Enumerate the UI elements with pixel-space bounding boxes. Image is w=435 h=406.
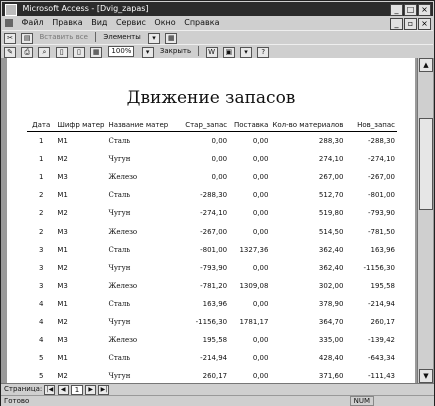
cell-material-name: Чугун xyxy=(108,317,131,326)
cell-date: 3 xyxy=(38,281,44,290)
cell-material-code: М1 xyxy=(57,191,68,200)
copy-icon[interactable]: ▤ xyxy=(21,33,33,44)
cell-supply: 0,00 xyxy=(252,263,269,272)
cell-material-name: Чугун xyxy=(108,372,131,381)
cell-quantity: 512,70 xyxy=(318,191,344,200)
one-page-icon[interactable]: ▯ xyxy=(56,47,68,58)
cell-old-stock: -801,00 xyxy=(200,245,228,254)
column-header-code: Шифр матер xyxy=(55,120,106,132)
maximize-button[interactable]: □ xyxy=(404,4,417,16)
menu-window[interactable]: Окно xyxy=(154,18,176,27)
cell-new-stock: -781,50 xyxy=(367,227,395,236)
cell-material-code: М1 xyxy=(57,299,68,308)
cell-material-name: Сталь xyxy=(108,191,131,200)
cell-new-stock: -801,00 xyxy=(367,191,395,200)
column-header-old-stock: Стар_запас xyxy=(174,120,230,132)
cell-new-stock: -1156,30 xyxy=(363,263,395,272)
cell-quantity: 274,10 xyxy=(318,155,344,164)
insert-all-button[interactable]: Вставить все xyxy=(39,33,88,41)
toolbar-preview xyxy=(2,44,433,59)
cell-supply: 1309,08 xyxy=(239,281,269,290)
table-row xyxy=(27,295,397,313)
cell-material-code: М2 xyxy=(57,155,68,164)
cell-material-code: М3 xyxy=(57,336,68,345)
cell-new-stock: -793,90 xyxy=(367,209,395,218)
cell-supply: 0,00 xyxy=(252,209,269,218)
cell-old-stock: -274,10 xyxy=(200,209,228,218)
cut-icon[interactable]: ✂ xyxy=(4,33,16,44)
page-number-field[interactable]: 1 xyxy=(71,385,83,395)
table-row xyxy=(27,168,397,186)
last-page-icon[interactable]: ▶| xyxy=(98,385,109,395)
cell-supply: 0,00 xyxy=(252,173,269,182)
cell-date: 1 xyxy=(38,173,44,182)
access-app-icon xyxy=(5,4,17,16)
cell-material-name: Сталь xyxy=(108,299,131,308)
cell-material-code: М3 xyxy=(57,227,68,236)
elements-dropdown[interactable]: Элементы xyxy=(103,33,141,41)
cell-date: 3 xyxy=(38,245,44,254)
database-window-icon[interactable]: ▣ xyxy=(223,47,235,58)
menu-file[interactable]: Файл xyxy=(21,18,44,27)
cell-date: 2 xyxy=(38,209,44,218)
cell-old-stock: 163,96 xyxy=(202,299,228,308)
cell-supply: 0,00 xyxy=(252,336,269,345)
cell-material-code: М2 xyxy=(57,209,68,218)
cell-old-stock: -781,20 xyxy=(200,281,228,290)
window-title: Microsoft Access - [Dvig_zapas] xyxy=(22,4,149,13)
zoom-icon[interactable]: ⌕ xyxy=(38,47,50,58)
cell-new-stock: -267,00 xyxy=(367,173,395,182)
cell-material-name: Чугун xyxy=(108,263,131,272)
vertical-scrollbar[interactable] xyxy=(417,58,433,383)
column-header-date: Дата xyxy=(27,120,55,132)
cell-quantity: 514,50 xyxy=(318,227,344,236)
table-row xyxy=(27,204,397,222)
column-header-supply: Поставка xyxy=(229,120,270,132)
print-icon[interactable]: ⎙ xyxy=(21,47,33,58)
cell-supply: 0,00 xyxy=(252,354,269,363)
minimize-button[interactable]: _ xyxy=(390,4,403,16)
table-row xyxy=(27,241,397,259)
cell-quantity: 519,80 xyxy=(318,209,344,218)
prev-page-icon[interactable]: ◀ xyxy=(58,385,69,395)
table-row xyxy=(27,150,397,168)
cell-quantity: 362,40 xyxy=(318,245,344,254)
report-title: Движение запасов xyxy=(126,88,296,108)
first-page-icon[interactable]: |◀ xyxy=(44,385,55,395)
cell-old-stock: 195,58 xyxy=(202,336,228,345)
cell-supply: 0,00 xyxy=(252,372,269,381)
cell-material-code: М2 xyxy=(57,263,68,272)
column-header-quantity: Кол-во материалов xyxy=(270,120,345,132)
cell-old-stock: 260,17 xyxy=(202,372,228,381)
cell-old-stock: 0,00 xyxy=(211,173,228,182)
cell-supply: 0,00 xyxy=(252,227,269,236)
cell-date: 4 xyxy=(38,317,44,326)
cell-quantity: 362,40 xyxy=(318,263,344,272)
close-preview-button[interactable]: Закрыть xyxy=(159,47,192,55)
cell-material-code: М1 xyxy=(57,137,68,146)
doc-restore-button[interactable]: ▫ xyxy=(404,18,417,30)
doc-close-button[interactable]: × xyxy=(418,18,431,30)
new-object-icon[interactable]: ▾ xyxy=(240,47,252,58)
cell-new-stock: -288,30 xyxy=(367,137,395,146)
menu-view[interactable]: Вид xyxy=(91,18,108,27)
cell-date: 2 xyxy=(38,191,44,200)
cell-quantity: 288,30 xyxy=(318,137,344,146)
cell-old-stock: -267,00 xyxy=(200,227,228,236)
cell-quantity: 364,70 xyxy=(318,317,344,326)
two-pages-icon[interactable]: ▯ xyxy=(73,47,85,58)
cell-material-code: М3 xyxy=(57,173,68,182)
scroll-up-icon[interactable]: ▲ xyxy=(419,58,433,72)
page-label: Страница: xyxy=(4,385,43,393)
menu-bar xyxy=(2,17,433,29)
toolbar-separator xyxy=(198,46,199,56)
cell-quantity: 378,90 xyxy=(318,299,344,308)
cell-material-code: М2 xyxy=(57,317,68,326)
cell-date: 4 xyxy=(38,336,44,345)
table-row xyxy=(27,277,397,295)
scroll-down-icon[interactable]: ▼ xyxy=(419,369,433,383)
office-links-icon[interactable]: W xyxy=(206,47,218,58)
page-navigator xyxy=(1,383,434,395)
cell-date: 4 xyxy=(38,299,44,308)
cell-new-stock: 163,96 xyxy=(370,245,395,254)
column-header-new-stock: Нов_запас xyxy=(345,120,397,132)
cell-new-stock: -274,10 xyxy=(367,155,395,164)
multiple-pages-icon[interactable]: ▦ xyxy=(90,47,102,58)
cell-new-stock: -643,34 xyxy=(367,354,395,363)
cell-quantity: 335,00 xyxy=(318,336,344,345)
cell-material-name: Чугун xyxy=(108,155,131,164)
cell-supply: 1781,17 xyxy=(239,317,269,326)
cell-quantity: 371,60 xyxy=(318,372,344,381)
cell-new-stock: 260,17 xyxy=(370,317,395,326)
next-page-icon[interactable]: ▶ xyxy=(85,385,96,395)
cell-date: 3 xyxy=(38,263,44,272)
cell-date: 1 xyxy=(38,155,44,164)
report-page xyxy=(7,58,415,383)
design-view-icon[interactable]: ✎ xyxy=(4,47,16,58)
cell-material-name: Железо xyxy=(108,173,138,182)
table-row xyxy=(27,132,397,151)
cell-material-name: Сталь xyxy=(108,137,131,146)
table-row xyxy=(27,186,397,204)
cell-date: 2 xyxy=(38,227,44,236)
cell-new-stock: -111,43 xyxy=(367,372,395,381)
report-doc-icon[interactable] xyxy=(5,19,13,27)
header-row xyxy=(27,120,397,132)
zoom-select[interactable]: 100% xyxy=(108,46,134,57)
cell-old-stock: 0,00 xyxy=(211,155,228,164)
cell-supply: 1327,36 xyxy=(239,245,269,254)
chevron-down-icon[interactable]: ▾ xyxy=(148,33,160,44)
cell-material-name: Сталь xyxy=(108,245,131,254)
cell-material-name: Сталь xyxy=(108,354,131,363)
close-button[interactable]: × xyxy=(418,4,431,16)
cell-new-stock: -139,42 xyxy=(367,336,395,345)
help-icon[interactable]: ? xyxy=(257,47,269,58)
cell-material-code: М1 xyxy=(57,354,68,363)
toolbar-edit xyxy=(2,30,433,45)
menu-tools[interactable]: Сервис xyxy=(115,18,146,27)
cell-supply: 0,00 xyxy=(252,155,269,164)
status-text: Готово xyxy=(4,397,30,405)
cell-date: 1 xyxy=(38,137,44,146)
toolbar-separator xyxy=(95,32,96,42)
cell-date: 5 xyxy=(38,354,44,363)
cell-supply: 0,00 xyxy=(252,191,269,200)
table-row xyxy=(27,259,397,277)
cell-material-name: Железо xyxy=(108,281,138,290)
menu-edit[interactable]: Правка xyxy=(52,18,83,27)
cell-material-code: М3 xyxy=(57,281,68,290)
cell-material-code: М1 xyxy=(57,245,68,254)
preview-area xyxy=(1,58,434,383)
cell-material-code: М2 xyxy=(57,372,68,381)
title-bar xyxy=(2,2,433,16)
table-row xyxy=(27,222,397,240)
cell-supply: 0,00 xyxy=(252,299,269,308)
table-row xyxy=(27,367,397,383)
cell-quantity: 428,40 xyxy=(318,354,344,363)
chevron-down-icon[interactable]: ▾ xyxy=(142,47,154,58)
properties-icon[interactable]: ▦ xyxy=(165,33,177,44)
cell-old-stock: -214,94 xyxy=(200,354,228,363)
cell-material-name: Железо xyxy=(108,227,138,236)
cell-new-stock: 195,58 xyxy=(370,281,395,290)
cell-quantity: 267,00 xyxy=(318,173,344,182)
cell-old-stock: -793,90 xyxy=(200,263,228,272)
num-lock-indicator: NUM xyxy=(350,396,374,406)
cell-material-name: Железо xyxy=(108,336,138,345)
doc-minimize-button[interactable]: _ xyxy=(390,18,403,30)
cell-date: 5 xyxy=(38,372,44,381)
table-row xyxy=(27,349,397,367)
cell-old-stock: -1156,30 xyxy=(195,317,228,326)
status-bar xyxy=(1,395,434,406)
report-table xyxy=(27,120,397,383)
cell-old-stock: 0,00 xyxy=(211,137,228,146)
cell-material-name: Чугун xyxy=(108,209,131,218)
column-header-name: Название матер xyxy=(106,120,173,132)
cell-supply: 0,00 xyxy=(252,137,269,146)
table-row xyxy=(27,313,397,331)
menu-help[interactable]: Справка xyxy=(184,18,220,27)
table-row xyxy=(27,331,397,349)
cell-quantity: 302,00 xyxy=(318,281,344,290)
cell-old-stock: -288,30 xyxy=(200,191,228,200)
cell-new-stock: -214,94 xyxy=(367,299,395,308)
scroll-thumb[interactable] xyxy=(419,118,433,210)
